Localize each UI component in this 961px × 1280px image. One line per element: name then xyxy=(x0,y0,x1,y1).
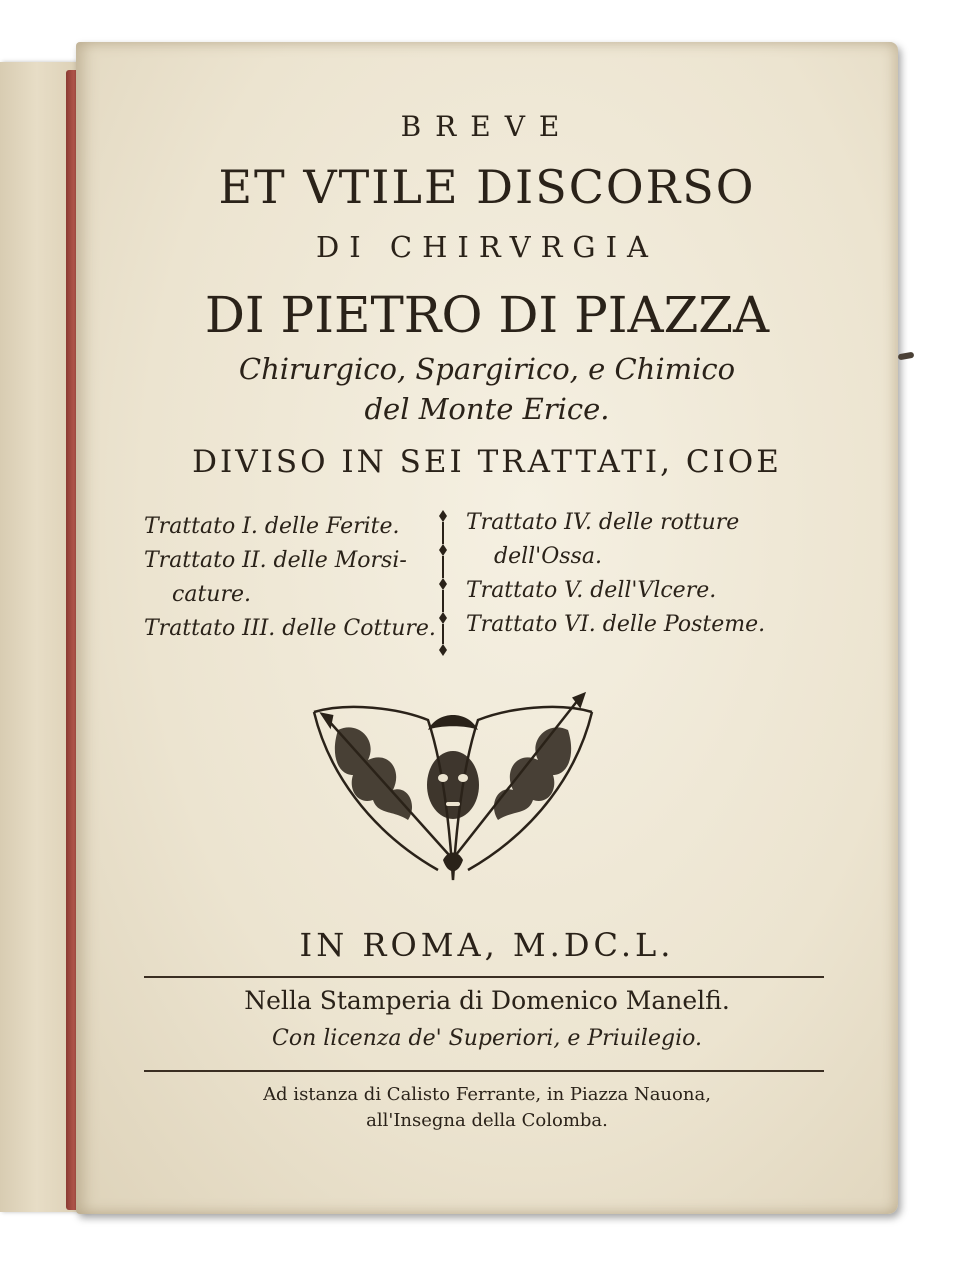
trattati-right-column xyxy=(466,506,796,642)
imprint-rule xyxy=(144,976,824,978)
imprint-rule xyxy=(144,1070,824,1072)
division-heading: DIVISO IN SEI TRATTATI, CIOE xyxy=(192,444,782,480)
author-name: DI PIETRO DI PIAZZA xyxy=(204,286,770,344)
license-line: Con licenza de' Superiori, e Priuilegio. xyxy=(272,1026,702,1051)
author-origin: del Monte Erice. xyxy=(364,392,610,426)
trattato-item: Trattato V. dell'Vlcere. xyxy=(466,578,717,603)
title-line-discorso: ET VTILE DISCORSO xyxy=(218,160,756,214)
publisher-address-line: all'Insegna della Colomba. xyxy=(366,1110,608,1131)
trattato-item: Trattato II. delle Morsi- xyxy=(144,548,407,573)
author-titles: Chirurgico, Spargirico, e Chimico xyxy=(238,352,736,386)
trattato-item: Trattato I. delle Ferite. xyxy=(144,514,400,539)
title-page xyxy=(76,42,898,1214)
trattato-item: Trattato III. delle Cotture. xyxy=(144,616,436,641)
trattato-item: dell'Ossa. xyxy=(494,544,602,569)
trattato-item: Trattato IV. delle rotture xyxy=(466,510,740,535)
printer-line: Nella Stamperia di Domenico Manelfi. xyxy=(244,986,730,1015)
trattati-left-column xyxy=(144,510,444,646)
fleuron-divider-icon xyxy=(432,508,454,656)
trattato-item: Trattato VI. delle Posteme. xyxy=(466,612,766,637)
grotesque-mask-ornament-icon xyxy=(308,690,598,890)
trattato-item: cature. xyxy=(172,582,251,607)
title-line-chirurgia: DI CHIRVRGIA xyxy=(315,230,658,264)
imprint-place-date: IN ROMA, M.DC.L. xyxy=(299,926,675,964)
ink-speck xyxy=(898,352,915,361)
title-line-breve: BREVE xyxy=(400,110,574,143)
publisher-line: Ad istanza di Calisto Ferrante, in Piazza Nauona, xyxy=(263,1084,711,1105)
